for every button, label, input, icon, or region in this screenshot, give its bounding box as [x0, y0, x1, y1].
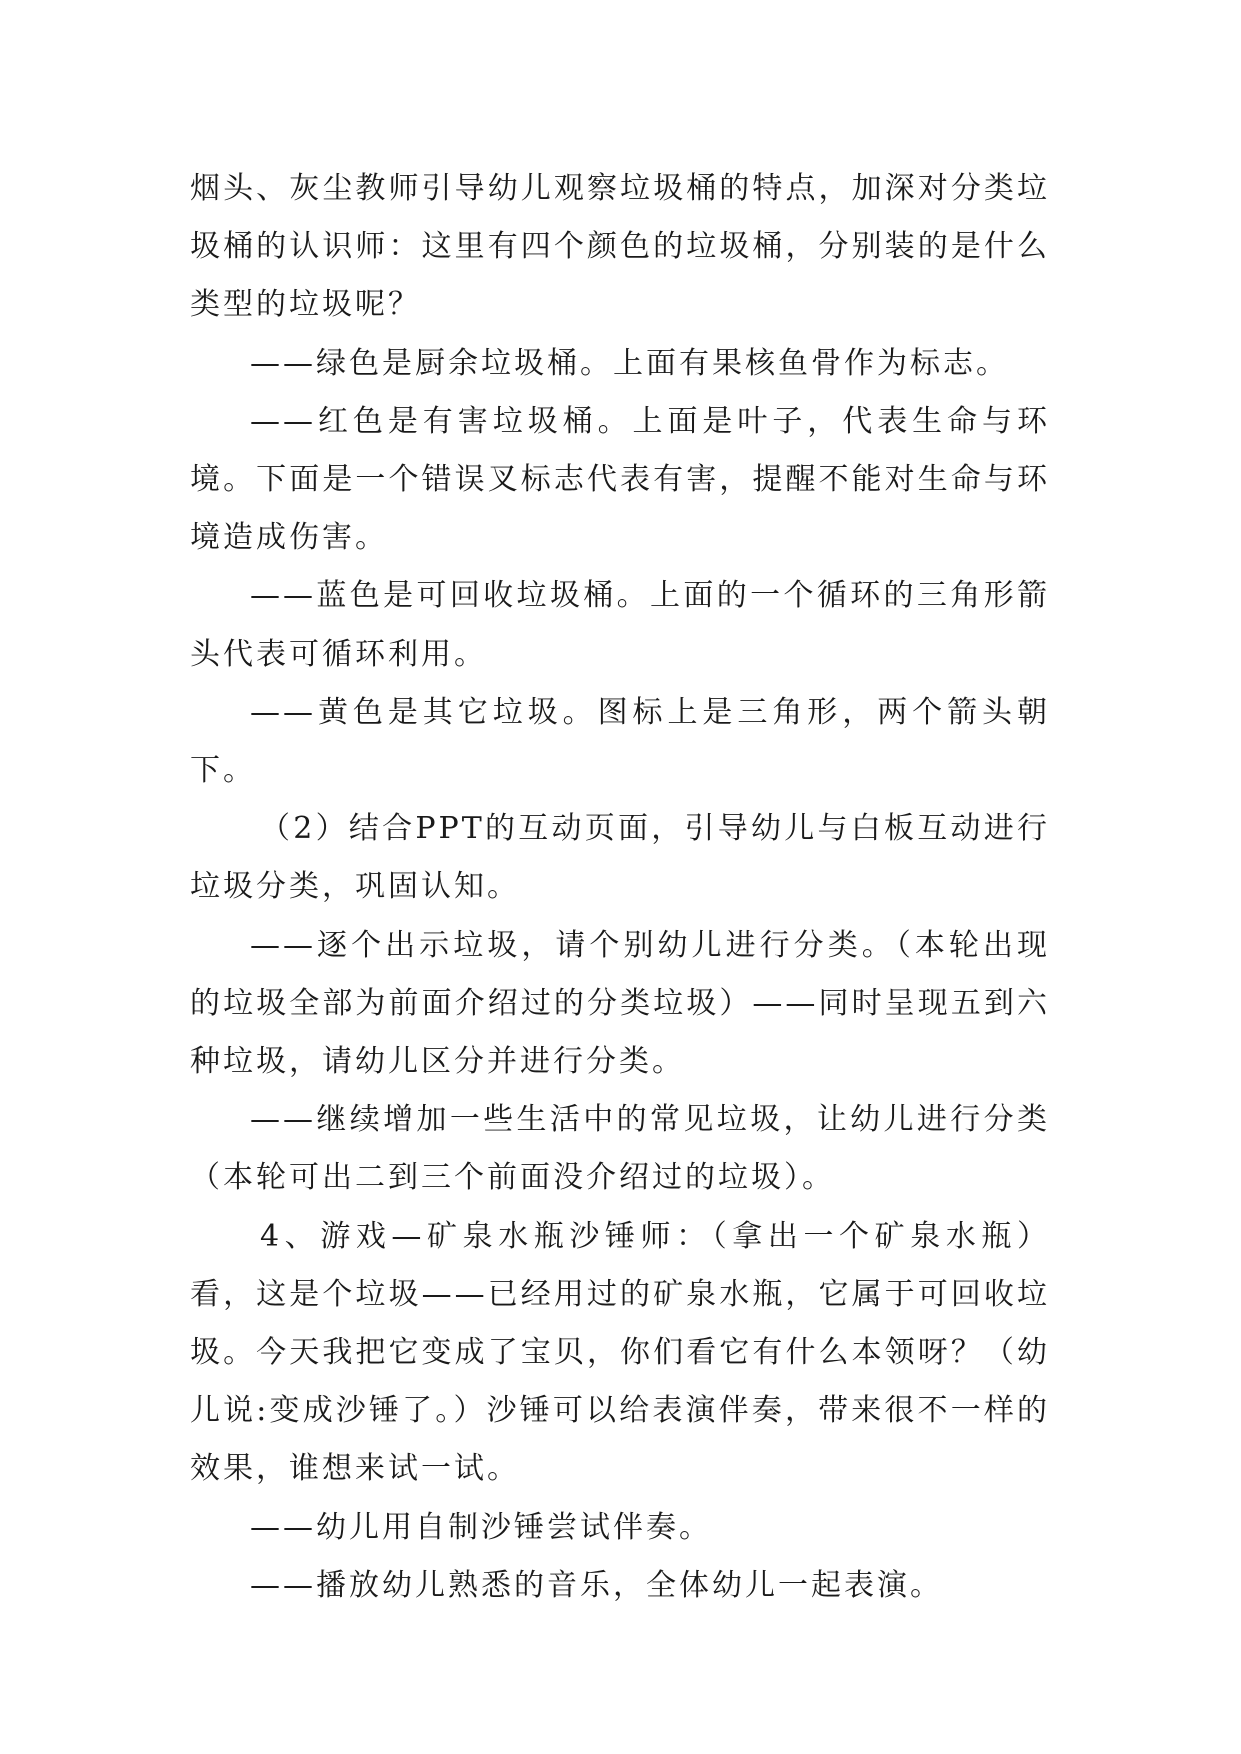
paragraph-try-accompany: ——幼儿用自制沙锤尝试伴奏。 — [250, 1509, 712, 1545]
paragraph-game-maracas: 4、游戏—矿泉水瓶沙锤师：（拿出一个矿泉水瓶）看，这是个垃圾——已经用过的矿泉水瓶，它属于可回收垃圾。今天我把它变成了宝贝，你们看它有什么本领呀？（幼儿说:变成沙锤了。）沙锤可以给表演伴奏，带来很不一样的效果，谁想来试一试。 — [190, 1218, 1050, 1487]
paragraph-blue-bin: ——蓝色是可回收垃圾桶。上面的一个循环的三角形箭头代表可循环利用。 — [190, 578, 1050, 672]
document-body — [190, 160, 1050, 1615]
paragraph-red-bin: ——红色是有害垃圾桶。上面是叶子，代表生命与环境。下面是一个错误叉标志代表有害，提醒不能对生命与环境造成伤害。 — [190, 403, 1050, 556]
paragraph-yellow-bin: ——黄色是其它垃圾。图标上是三角形，两个箭头朝下。 — [190, 694, 1050, 789]
paragraph-play-music: ——播放幼儿熟悉的音乐，全体幼儿一起表演。 — [250, 1567, 943, 1603]
paragraph-trash-bin-intro: 烟头、灰尘教师引导幼儿观察垃圾桶的特点，加深对分类垃圾桶的认识师：这里有四个颜色的垃圾桶，分别装的是什么类型的垃圾呢？ — [190, 171, 1050, 323]
paragraph-ppt-interaction: （2）结合PPT的互动页面，引导幼儿与白板互动进行垃圾分类，巩固认知。 — [190, 811, 1050, 905]
paragraph-show-trash: ——逐个出示垃圾，请个别幼儿进行分类。（本轮出现的垃圾全部为前面介绍过的分类垃圾）——同时呈现五到六种垃圾，请幼儿区分并进行分类。 — [190, 927, 1050, 1080]
paragraph-more-trash: ——继续增加一些生活中的常见垃圾，让幼儿进行分类（本轮可出二到三个前面没介绍过的垃圾）。 — [190, 1102, 1050, 1196]
paragraph-green-bin: ——绿色是厨余垃圾桶。上面有果核鱼骨作为标志。 — [250, 345, 1009, 381]
